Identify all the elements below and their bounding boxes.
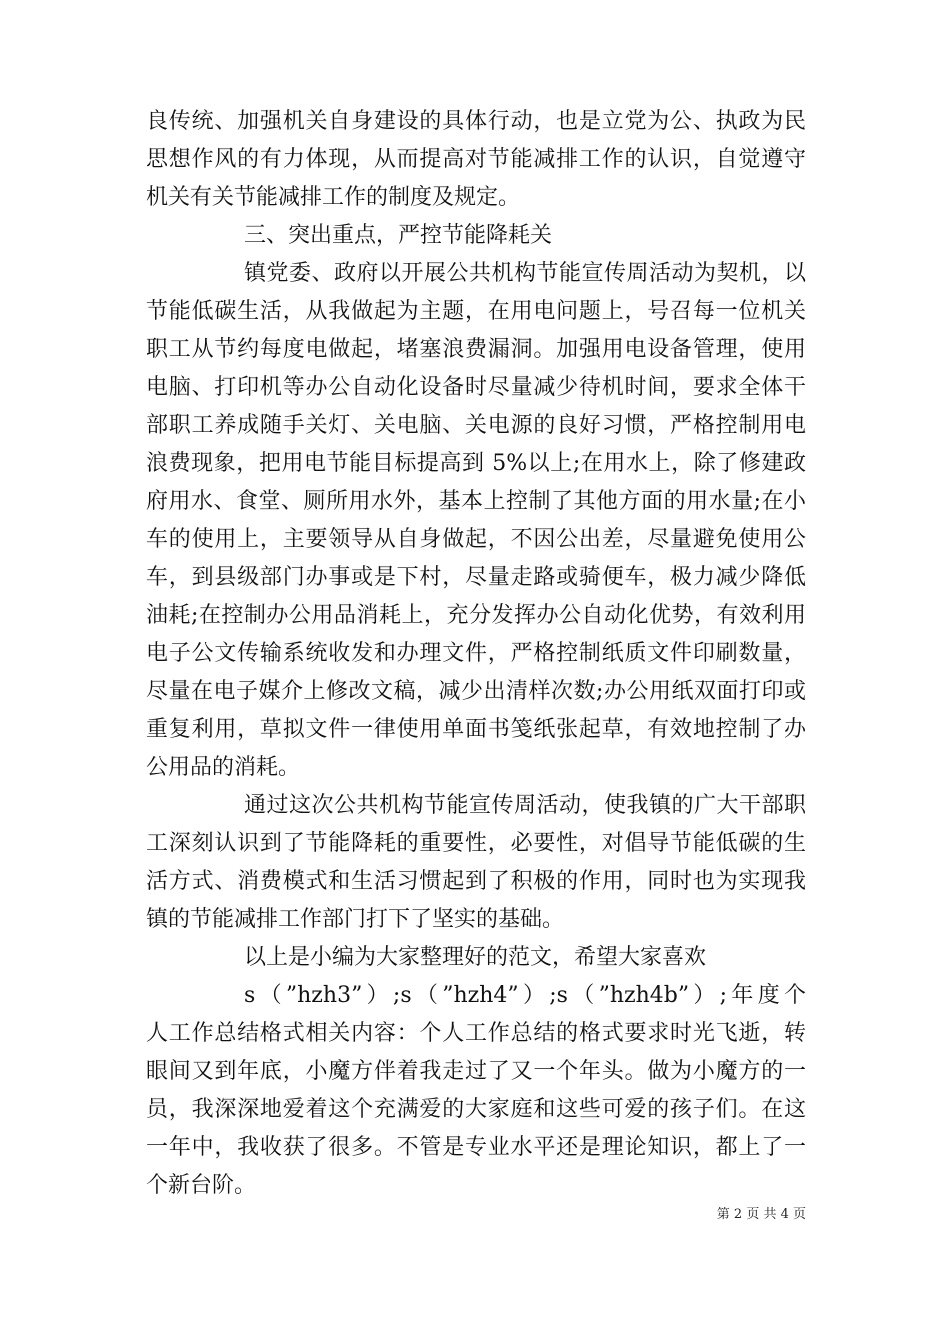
text-line: 工深刻认识到了节能降耗的重要性，必要性，对倡导节能低碳的生 <box>146 831 806 856</box>
text-line: 浪费现象，把用电节能目标提高到 5%以上;在用水上，除了修建政 <box>146 451 806 476</box>
text-line: 尽量在电子媒介上修改文稿，减少出清样次数;办公用纸双面打印或 <box>146 679 806 704</box>
text-line: 镇的节能减排工作部门打下了坚实的基础。 <box>146 907 565 932</box>
text-line: s（”hzh3”）;s（”hzh4”）;s（”hzh4b”）;年度个 <box>244 983 806 1008</box>
text-line: 一年中，我收获了很多。不管是专业水平还是理论知识，都上了一 <box>146 1135 806 1160</box>
text-line: 员，我深深地爱着这个充满爱的大家庭和这些可爱的孩子们。在这 <box>146 1097 806 1122</box>
text-line: 通过这次公共机构节能宣传周活动，使我镇的广大干部职 <box>244 793 806 818</box>
section-heading: 三、突出重点，严控节能降耗关 <box>244 223 553 248</box>
text-line: 公用品的消耗。 <box>146 755 301 780</box>
text-line: 部职工养成随手关灯、关电脑、关电源的良好习惯，严格控制用电 <box>146 413 806 438</box>
text-line: 以上是小编为大家整理好的范文，希望大家喜欢 <box>244 945 707 970</box>
text-line: 人工作总结格式相关内容：个人工作总结的格式要求时光飞逝，转 <box>146 1021 806 1046</box>
text-line: 节能低碳生活，从我做起为主题，在用电问题上，号召每一位机关 <box>146 299 806 324</box>
text-line: 电子公文传输系统收发和办理文件，严格控制纸质文件印刷数量， <box>146 641 806 666</box>
page-number: 第 2 页 共 4 页 <box>716 1207 806 1222</box>
text-line: 车，到县级部门办事或是下村，尽量走路或骑便车，极力减少降低 <box>146 565 806 590</box>
text-line: 良传统、加强机关自身建设的具体行动，也是立党为公、执政为民 <box>146 109 806 134</box>
text-line: 个新台阶。 <box>146 1173 257 1198</box>
text-line: 电脑、打印机等办公自动化设备时尽量减少待机时间，要求全体干 <box>146 375 806 400</box>
text-line: 府用水、食堂、厕所用水外，基本上控制了其他方面的用水量;在小 <box>146 489 806 514</box>
text-line: 眼间又到年底，小魔方伴着我走过了又一个年头。做为小魔方的一 <box>146 1059 806 1084</box>
text-line: 油耗;在控制办公用品消耗上，充分发挥办公自动化优势，有效利用 <box>146 603 806 628</box>
text-line: 重复利用，草拟文件一律使用单面书笺纸张起草，有效地控制了办 <box>146 717 806 742</box>
text-line: 镇党委、政府以开展公共机构节能宣传周活动为契机，以 <box>244 261 806 286</box>
text-line: 思想作风的有力体现，从而提高对节能减排工作的认识，自觉遵守 <box>146 147 806 172</box>
text-line: 机关有关节能减排工作的制度及规定。 <box>146 185 521 210</box>
text-line: 活方式、消费模式和生活习惯起到了积极的作用，同时也为实现我 <box>146 869 806 894</box>
text-line: 车的使用上，主要领导从自身做起，不因公出差，尽量避免使用公 <box>146 527 806 552</box>
text-line: 职工从节约每度电做起，堵塞浪费漏洞。加强用电设备管理，使用 <box>146 337 806 362</box>
